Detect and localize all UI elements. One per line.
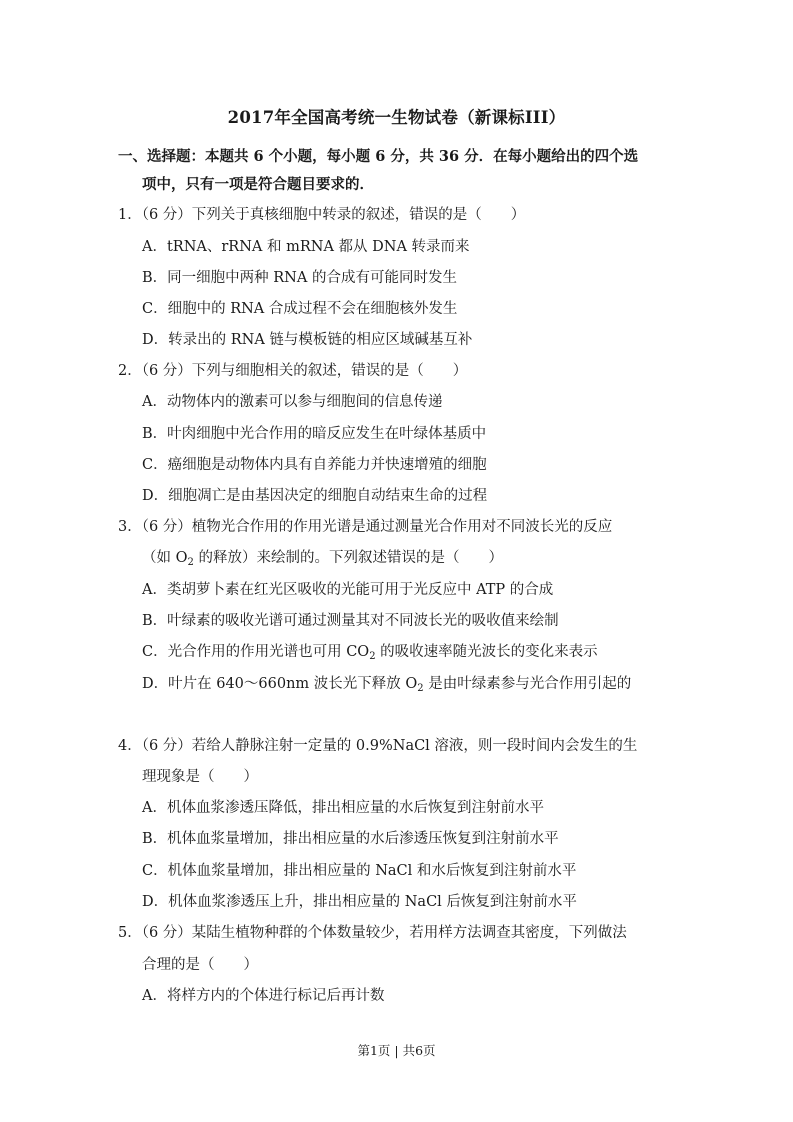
question-3-stem-line-1: 3．（6 分）植物光合作用的作用光谱是通过测量光合作用对不同波长光的反应 [118,519,613,535]
question-4-stem-line-1: 4．（6 分）若给人静脉注射一定量的 0.9%NaCl 溶液，则一段时间内会发生的生 [118,738,638,754]
question-3-option-a: A．类胡萝卜素在红光区吸收的光能可用于光反应中 ATP 的合成 [142,582,554,598]
question-2-option-b: B．叶肉细胞中光合作用的暗反应发生在叶绿体基质中 [142,426,487,442]
question-5-option-a: A．将样方内的个体进行标记后再计数 [142,988,385,1004]
question-3-stem-line-2: （如 $O_2$ 的释放）来绘制的。下列叙述错误的是（ ） [142,550,503,568]
question-2-option-d: D．细胞凋亡是由基因决定的细胞自动结束生命的过程 [142,488,488,504]
question-4-stem-line-2: 理现象是（ ） [142,769,258,785]
question-2-stem: 2．（6 分）下列与细胞相关的叙述，错误的是（ ） [118,363,468,379]
question-3-option-d: D．叶片在 640～660nm 波长光下释放 $O_2$ 是由叶绿素参与光合作用引起的 [142,676,632,694]
page-footer: 第1页 | 共6页 [357,1043,436,1058]
question-4-option-c: C．机体血浆量增加，排出相应量的 NaCl 和水后恢复到注射前水平 [142,863,577,879]
question-1-option-a: A．tRNA、rRNA 和 mRNA 都从 DNA 转录而来 [142,239,470,255]
section-heading-line-1: 一、选择题：本题共 6 个小题，每小题 6 分，共 36 分．在每小题给出的四个选 [118,148,639,165]
exam-title: 2017年全国高考统一生物试卷（新课标III） [227,108,566,127]
question-3-option-c: C．光合作用的作用光谱也可用 $CO_2$ 的吸收速率随光波长的变化来表示 [142,644,598,662]
question-4-option-d: D．机体血浆渗透压上升，排出相应量的 NaCl 后恢复到注射前水平 [142,894,577,910]
section-heading [118,143,678,199]
question-4-option-b: B．机体血浆量增加，排出相应量的水后渗透压恢复到注射前水平 [142,831,559,847]
question-5-stem-line-2: 合理的是（ ） [142,957,258,973]
question-1-stem: 1．（6 分）下列关于真核细胞中转录的叙述，错误的是（ ） [118,207,526,223]
question-5-stem-line-1: 5．（6 分）某陆生植物种群的个体数量较少，若用样方法调查其密度，下列做法 [118,925,627,941]
question-1-option-d: D．转录出的 RNA 链与模板链的相应区域碱基互补 [142,332,473,348]
question-1-option-b: B．同一细胞中两种 RNA 的合成有可能同时发生 [142,270,457,286]
question-4-option-a: A．机体血浆渗透压降低，排出相应量的水后恢复到注射前水平 [142,800,544,816]
question-1-option-c: C．细胞中的 RNA 合成过程不会在细胞核外发生 [142,301,458,317]
question-2-option-a: A．动物体内的激素可以参与细胞间的信息传递 [142,394,443,410]
question-3-option-b: B．叶绿素的吸收光谱可通过测量其对不同波长光的吸收值来绘制 [142,613,559,629]
question-2-option-c: C．癌细胞是动物体内具有自养能力并快速增殖的细胞 [142,457,487,473]
section-heading-line-2: 项中，只有一项是符合题目要求的． [142,176,374,193]
